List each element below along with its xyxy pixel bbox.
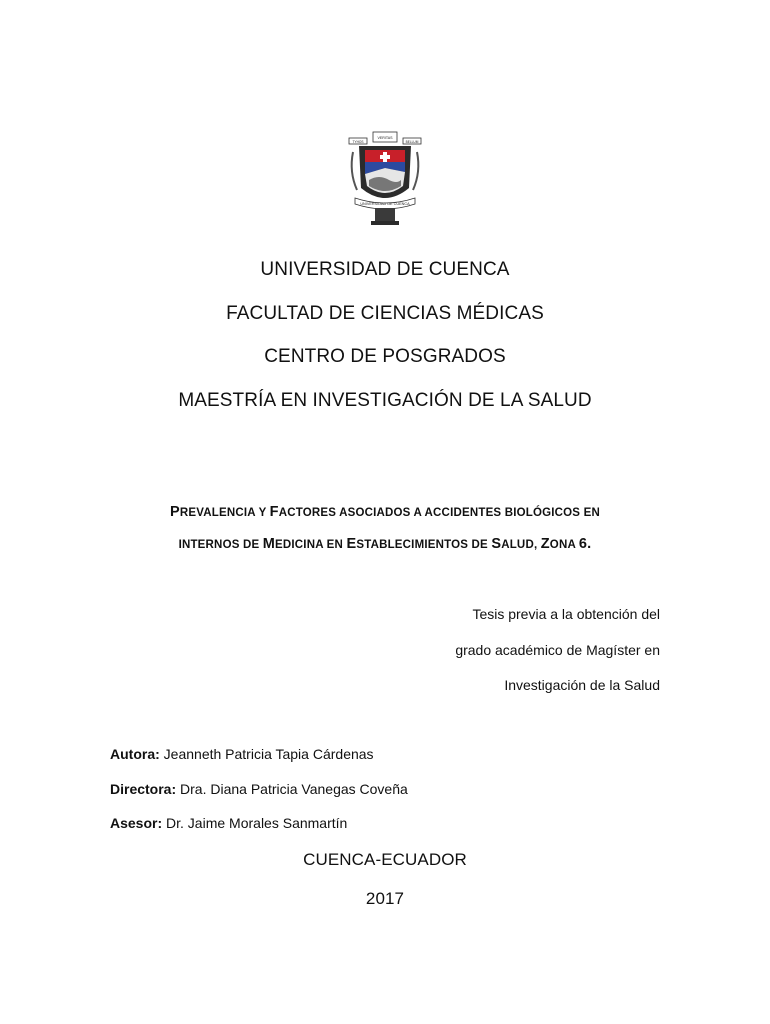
- title-cap: E: [346, 536, 357, 552]
- advisor-line: [110, 815, 347, 831]
- program-name: MAESTRÍA EN INVESTIGACIÓN DE LA SALUD: [178, 390, 592, 411]
- seal-ribbon-text: UNIVERSIDAD DE CUENCA: [360, 202, 410, 206]
- title-text: INTERNOS DE: [178, 539, 263, 551]
- title-text: ACTORES ASOCIADOS A ACCIDENTES BIOLÓGICOS EN: [278, 507, 600, 519]
- degree-note-line-3: Investigación de la Salud: [504, 677, 660, 693]
- director-line: [110, 781, 408, 797]
- title-text: STABLECIMIENTOS DE: [356, 539, 492, 551]
- author-line: [110, 746, 374, 762]
- seal-motto-left: TYHOS: [352, 140, 364, 144]
- title-cap: Z: [540, 536, 550, 552]
- year-line: 2017: [365, 889, 405, 908]
- thesis-title-line-1: [60, 504, 710, 520]
- author-label: Autora:: [110, 746, 160, 762]
- advisor-name: Dr. Jaime Morales Sanmartín: [166, 815, 348, 831]
- advisor-label: Asesor:: [110, 815, 163, 831]
- title-text: ALUD,: [501, 539, 541, 551]
- place-line: CUENCA-ECUADOR: [303, 850, 467, 869]
- director-name: Dra. Diana Patricia Vanegas Coveña: [180, 781, 408, 797]
- author-name: Jeanneth Patricia Tapia Cárdenas: [163, 746, 374, 762]
- seal-motto-right: BELLUM: [405, 140, 419, 144]
- title-text: ONA: [549, 539, 579, 551]
- university-seal-logo: [345, 128, 425, 228]
- title-cap: F: [269, 504, 279, 520]
- director-label: Directora:: [110, 781, 177, 797]
- center-name: CENTRO DE POSGRADOS: [264, 346, 506, 367]
- title-cap: 6.: [578, 536, 592, 552]
- university-name: UNIVERSIDAD DE CUENCA: [260, 259, 510, 280]
- degree-note-line-2: grado académico de Magíster en: [455, 642, 660, 658]
- seal-motto-center: VERITAS: [377, 136, 393, 140]
- degree-note-line-1: Tesis previa a la obtención del: [472, 606, 660, 622]
- thesis-title-line-2: [60, 536, 710, 552]
- title-text: EDICINA EN: [275, 539, 347, 551]
- title-cap: P: [170, 504, 180, 520]
- faculty-name: FACULTAD DE CIENCIAS MÉDICAS: [226, 303, 544, 324]
- title-text: REVALENCIA Y: [179, 507, 270, 519]
- title-cap: M: [262, 536, 276, 552]
- title-cap: S: [491, 536, 502, 552]
